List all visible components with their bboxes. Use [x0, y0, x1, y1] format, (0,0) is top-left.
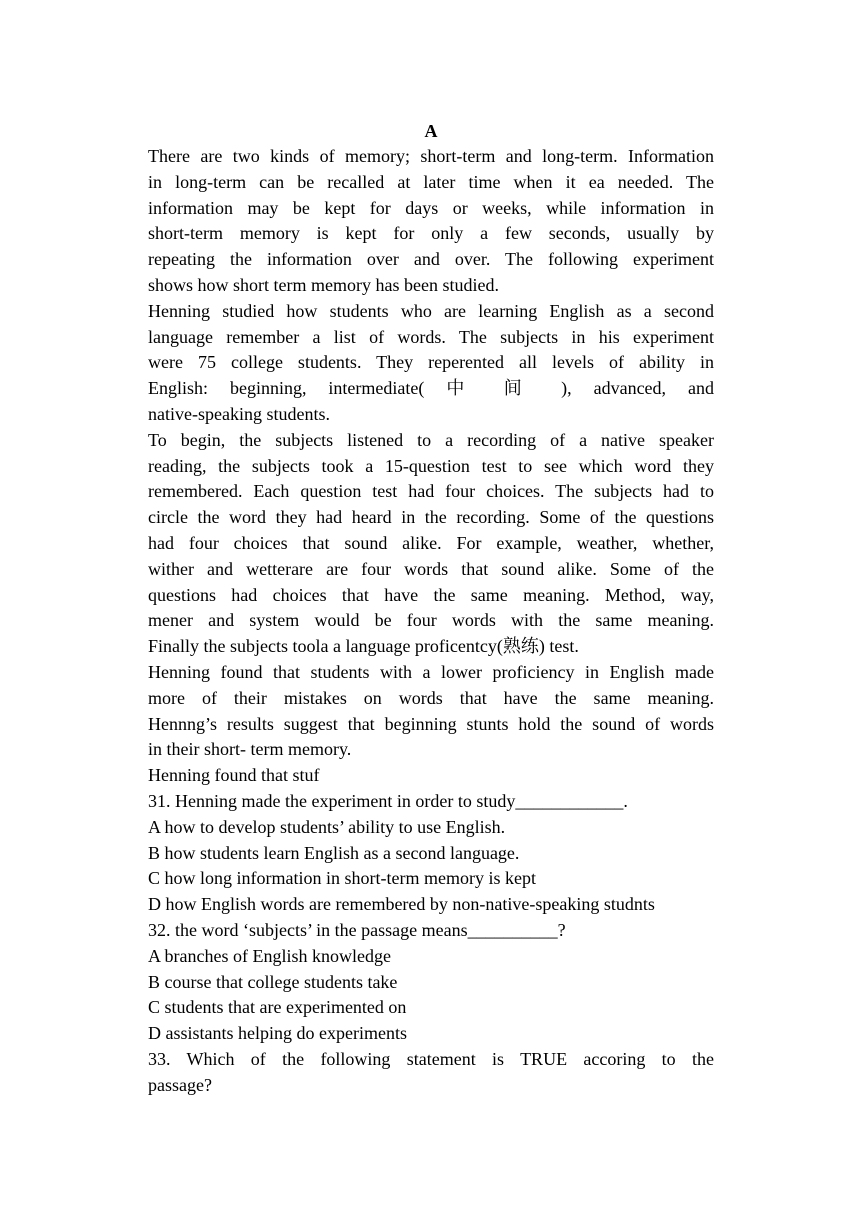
text-line: Hennng’s results suggest that beginning stunts hold the sound of words: [148, 713, 714, 734]
text-line: 31. Henning made the experiment in order to study____________.: [148, 790, 628, 811]
text-line: information may be kept for days or weeks, while information in: [148, 197, 714, 218]
text-line: native-speaking students.: [148, 403, 330, 424]
text-line: short-term memory is kept for only a few seconds, usually by: [148, 223, 714, 244]
text-line: English: beginning, intermediate( 中 间 ), advanced, and: [148, 378, 714, 399]
section-heading: A: [424, 121, 438, 141]
text-line: reading, the subjects took a 15-question test to see which word they: [148, 455, 714, 476]
text-line: B course that college students take: [148, 971, 398, 992]
text-line: A how to develop students’ ability to use English.: [148, 816, 506, 837]
text-line: To begin, the subjects listened to a recording of a native speaker: [148, 429, 714, 450]
text-line: questions had choices that have the same meaning. Method, way,: [148, 584, 714, 605]
text-line: were 75 college students. They reperented all levels of ability in: [148, 352, 714, 373]
text-line: had four choices that sound alike. For example, weather, whether,: [148, 532, 714, 553]
text-line: Henning found that stuf: [148, 765, 320, 786]
text-line: in long-term can be recalled at later time when it ea needed. The: [148, 171, 714, 192]
text-line: D assistants helping do experiments: [148, 1023, 407, 1044]
text-line: B how students learn English as a second language.: [148, 842, 520, 863]
text-line: wither and wetterare are four words that sound alike. Some of the: [148, 558, 714, 579]
text-line: C students that are experimented on: [148, 997, 407, 1018]
text-line: C how long information in short-term memory is kept: [148, 868, 536, 889]
text-line: shows how short term memory has been studied.: [148, 274, 499, 295]
text-line: A branches of English knowledge: [148, 945, 391, 966]
document-body: [148, 144, 714, 1098]
text-line: D how English words are remembered by non-native-speaking studnts: [148, 894, 655, 915]
text-line: language remember a list of words. The subjects in his experiment: [148, 326, 714, 347]
text-line: Henning studied how students who are learning English as a second: [148, 300, 714, 321]
text-line: There are two kinds of memory; short-term and long-term. Information: [148, 146, 714, 166]
text-line: more of their mistakes on words that have the same meaning.: [148, 687, 714, 708]
text-line: 32. the word ‘subjects’ in the passage means__________?: [148, 919, 566, 940]
text-line: repeating the information over and over. The following experiment: [148, 249, 714, 270]
document-page: [148, 118, 714, 1098]
text-line: 33. Which of the following statement is TRUE accoring to the: [148, 1048, 714, 1069]
text-line: Finally the subjects toola a language proficentcy(熟练) test.: [148, 636, 579, 657]
text-line: Henning found that students with a lower proficiency in English made: [148, 661, 714, 682]
text-line: circle the word they had heard in the recording. Some of the questions: [148, 507, 714, 528]
text-line: remembered. Each question test had four choices. The subjects had to: [148, 481, 714, 502]
text-line: in their short- term memory.: [148, 739, 352, 760]
text-line: passage?: [148, 1074, 212, 1095]
text-line: mener and system would be four words with the same meaning.: [148, 610, 714, 631]
